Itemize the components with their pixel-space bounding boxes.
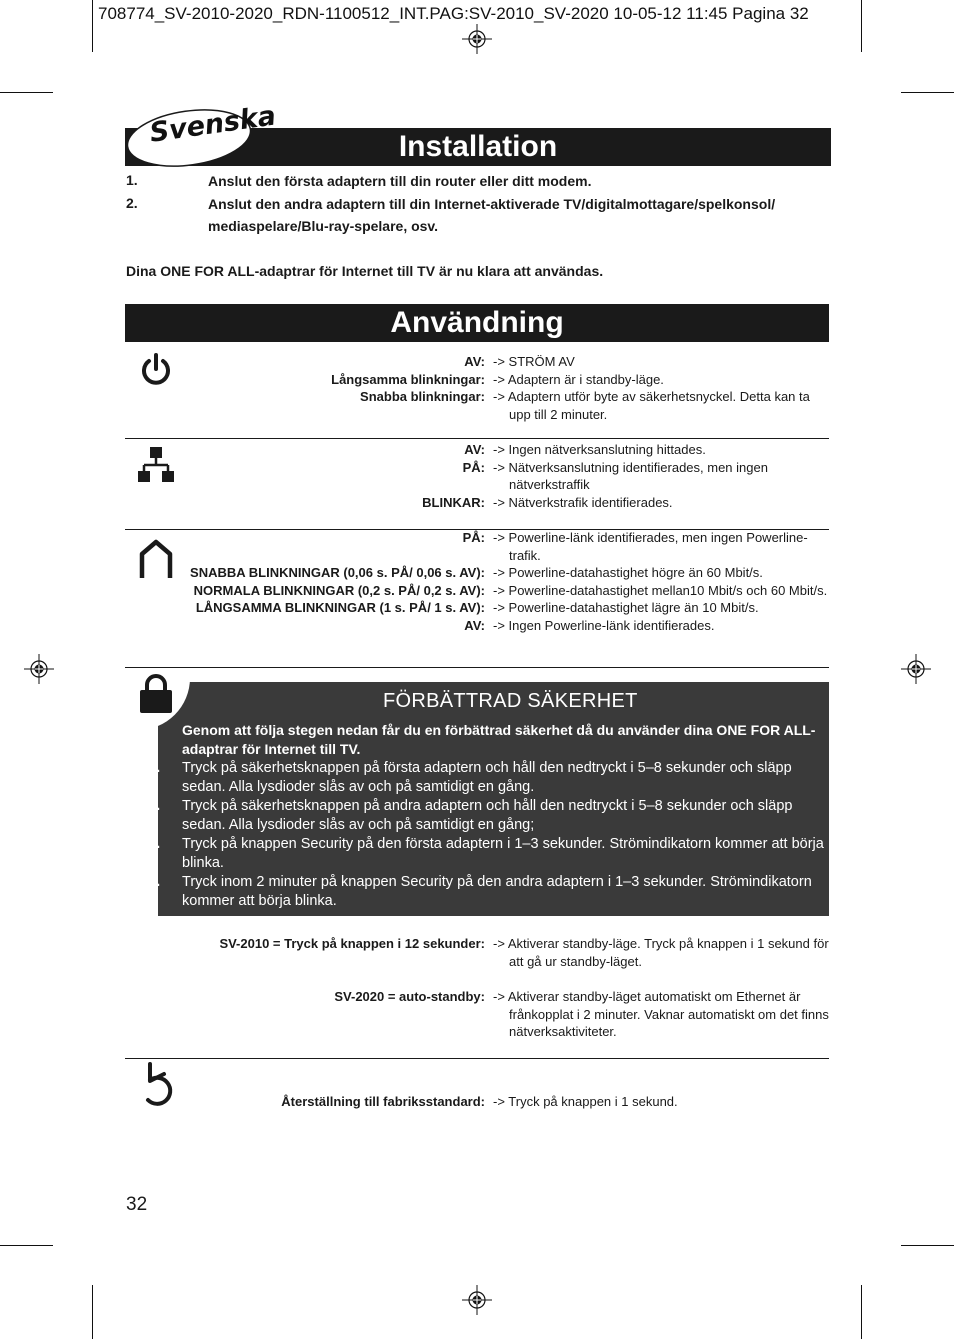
power-led-table xyxy=(125,353,829,423)
crop-mark xyxy=(901,1245,954,1246)
network-row-value: -> Nätverksanslutning identifierades, men ingen nätverkstraffik xyxy=(493,459,768,492)
network-row-label: AV: xyxy=(464,442,485,457)
powerline-row-value: -> Powerline-länk identifierades, men ingen Powerline-trafik. xyxy=(493,530,808,563)
network-row xyxy=(125,494,829,512)
powerline-row xyxy=(125,582,829,600)
crop-mark xyxy=(0,1245,53,1246)
standby-row-value: -> Aktiverar standby-läge. Tryck på knappen i 1 sekund för att gå ur standby-läget. xyxy=(493,936,829,969)
reset-label: Återställning till fabriksstandard: xyxy=(281,1094,485,1109)
standby-row-label: SV-2020 = auto-standby: xyxy=(334,989,485,1004)
section-divider xyxy=(125,438,829,439)
crop-mark xyxy=(92,1285,93,1339)
power-row-label: AV: xyxy=(464,354,485,369)
security-step xyxy=(148,835,830,873)
section-divider xyxy=(125,1058,829,1059)
registration-mark-icon xyxy=(901,654,931,684)
network-row-value: -> Nätverkstrafik identifierades. xyxy=(493,494,673,510)
standby-row xyxy=(125,935,829,970)
network-row xyxy=(125,441,829,459)
powerline-row-label: PÅ: xyxy=(462,530,485,545)
security-step-number: 3. xyxy=(148,836,161,852)
crop-mark xyxy=(861,1285,862,1339)
language-tab: Svenska xyxy=(147,100,278,149)
standby-row-value: -> Aktiverar standby-läget automatiskt om Ethernet är frånkopplat i 2 minuter. Vaknar automatiskt om det finns nätverksaktiviteter. xyxy=(493,989,829,1039)
security-intro: Genom att följa stegen nedan får du en förbättrad säkerhet då du använder dina ONE FOR ALL-adaptrar för Internet till TV. xyxy=(182,722,816,757)
powerline-row-label: AV: xyxy=(464,617,485,633)
powerline-row-value: -> Powerline-datahastighet mellan10 Mbit/s och 60 Mbit/s. xyxy=(493,582,828,598)
security-step-number: 2. xyxy=(148,798,161,814)
security-step-text: Tryck på säkerhetsknappen på andra adaptern och håll den nedtryckt i 5–8 sekunder och släpp sedan. Alla lysdioder slås av och på samtidigt en gång; xyxy=(182,798,793,833)
reset-row xyxy=(125,1093,829,1111)
powerline-row-value: -> Powerline-datahastighet lägre än 10 Mbit/s. xyxy=(493,600,759,615)
crop-mark xyxy=(901,92,954,93)
security-title: FÖRBÄTTRAD SÄKERHET xyxy=(383,690,638,712)
install-step-text: Anslut den första adaptern till din router eller ditt modem. xyxy=(208,173,592,189)
power-row-label: Snabba blinkningar: xyxy=(360,389,485,404)
power-row-label: Långsamma blinkningar: xyxy=(331,371,485,387)
power-row xyxy=(125,388,829,423)
print-slug: 708774_SV-2010-2020_RDN-1100512_INT.PAG:SV-2010_SV-2020 10-05-12 11:45 Pagina 32 xyxy=(98,4,809,23)
power-row-value: -> Adaptern är i standby-läge. xyxy=(493,371,664,387)
network-row xyxy=(125,459,829,494)
network-row-label: BLINKAR: xyxy=(422,494,485,510)
security-step-number: 4. xyxy=(148,874,161,890)
reset-table xyxy=(125,1093,829,1111)
usage-title: Användning xyxy=(390,306,564,339)
standby-table xyxy=(125,935,829,970)
install-step-number: 2. xyxy=(126,195,138,211)
powerline-row-label: NORMALA BLINKNINGAR (0,2 s. PÅ/ 0,2 s. AV): xyxy=(193,582,485,598)
powerline-row-value: -> Powerline-datahastighet högre än 60 Mbit/s. xyxy=(493,565,763,580)
installation-title: Installation xyxy=(398,130,558,163)
powerline-row-label: SNABBA BLINKNINGAR (0,06 s. PÅ/ 0,06 s. AV): xyxy=(190,565,485,580)
page-number: 32 xyxy=(126,1194,148,1215)
powerline-row xyxy=(125,564,829,582)
security-step-number: 1. xyxy=(148,760,161,776)
crop-mark xyxy=(92,0,93,52)
powerline-row xyxy=(125,529,829,564)
usage-title-bar xyxy=(125,304,829,342)
power-row-value: -> STRÖM AV xyxy=(493,354,575,369)
crop-mark xyxy=(0,92,53,93)
power-row xyxy=(125,371,829,389)
network-row-value: -> Ingen nätverksanslutning hittades. xyxy=(493,442,706,457)
powerline-row xyxy=(125,617,829,635)
registration-mark-icon xyxy=(462,1285,492,1315)
security-step-text: Tryck på knappen Security på den första adaptern i 1–3 sekunder. Strömindikatorn kommer att börja blinka. xyxy=(182,836,824,871)
section-divider xyxy=(125,667,829,668)
security-step-text: Tryck inom 2 minuter på knappen Security på den andra adaptern i 1–3 sekunder. Strömindikatorn kommer att börja blinka. xyxy=(182,874,812,909)
security-step xyxy=(148,873,830,911)
lock-icon xyxy=(138,674,174,714)
crop-mark xyxy=(861,0,862,52)
security-step xyxy=(148,797,830,835)
security-step-text: Tryck på säkerhetsknappen på första adaptern och håll den nedtryckt i 5–8 sekunder och släpp sedan. Alla lysdioder slås av och på samtidigt en gång. xyxy=(182,760,792,795)
power-row-value: -> Adaptern utför byte av säkerhetsnyckel. Detta kan ta upp till 2 minuter. xyxy=(493,389,810,422)
ready-message: Dina ONE FOR ALL-adaptrar för Internet till TV är nu klara att användas. xyxy=(126,263,604,279)
standby-row-label: SV-2010 = Tryck på knappen i 12 sekunder: xyxy=(219,936,485,951)
standby-row xyxy=(125,988,829,1041)
registration-mark-icon xyxy=(462,24,492,54)
security-step xyxy=(148,759,830,797)
powerline-row-value: -> Ingen Powerline-länk identifierades. xyxy=(493,617,715,633)
powerline-led-table xyxy=(125,529,829,634)
install-step-number: 1. xyxy=(126,172,138,188)
install-step-text: Anslut den andra adaptern till din Internet-aktiverade TV/digitalmottagare/spelkonsol/ mediaspelare/Blu-ray-spelare, osv. xyxy=(208,196,776,234)
powerline-row xyxy=(125,599,829,617)
network-row-label: PÅ: xyxy=(462,459,485,475)
reset-value: -> Tryck på knappen i 1 sekund. xyxy=(493,1094,678,1109)
power-row xyxy=(125,353,829,371)
network-led-table xyxy=(125,441,829,511)
powerline-row-label: LÅNGSAMMA BLINKNINGAR (1 s. PÅ/ 1 s. AV): xyxy=(195,600,485,615)
standby-table xyxy=(125,988,829,1041)
registration-mark-icon xyxy=(24,654,54,684)
